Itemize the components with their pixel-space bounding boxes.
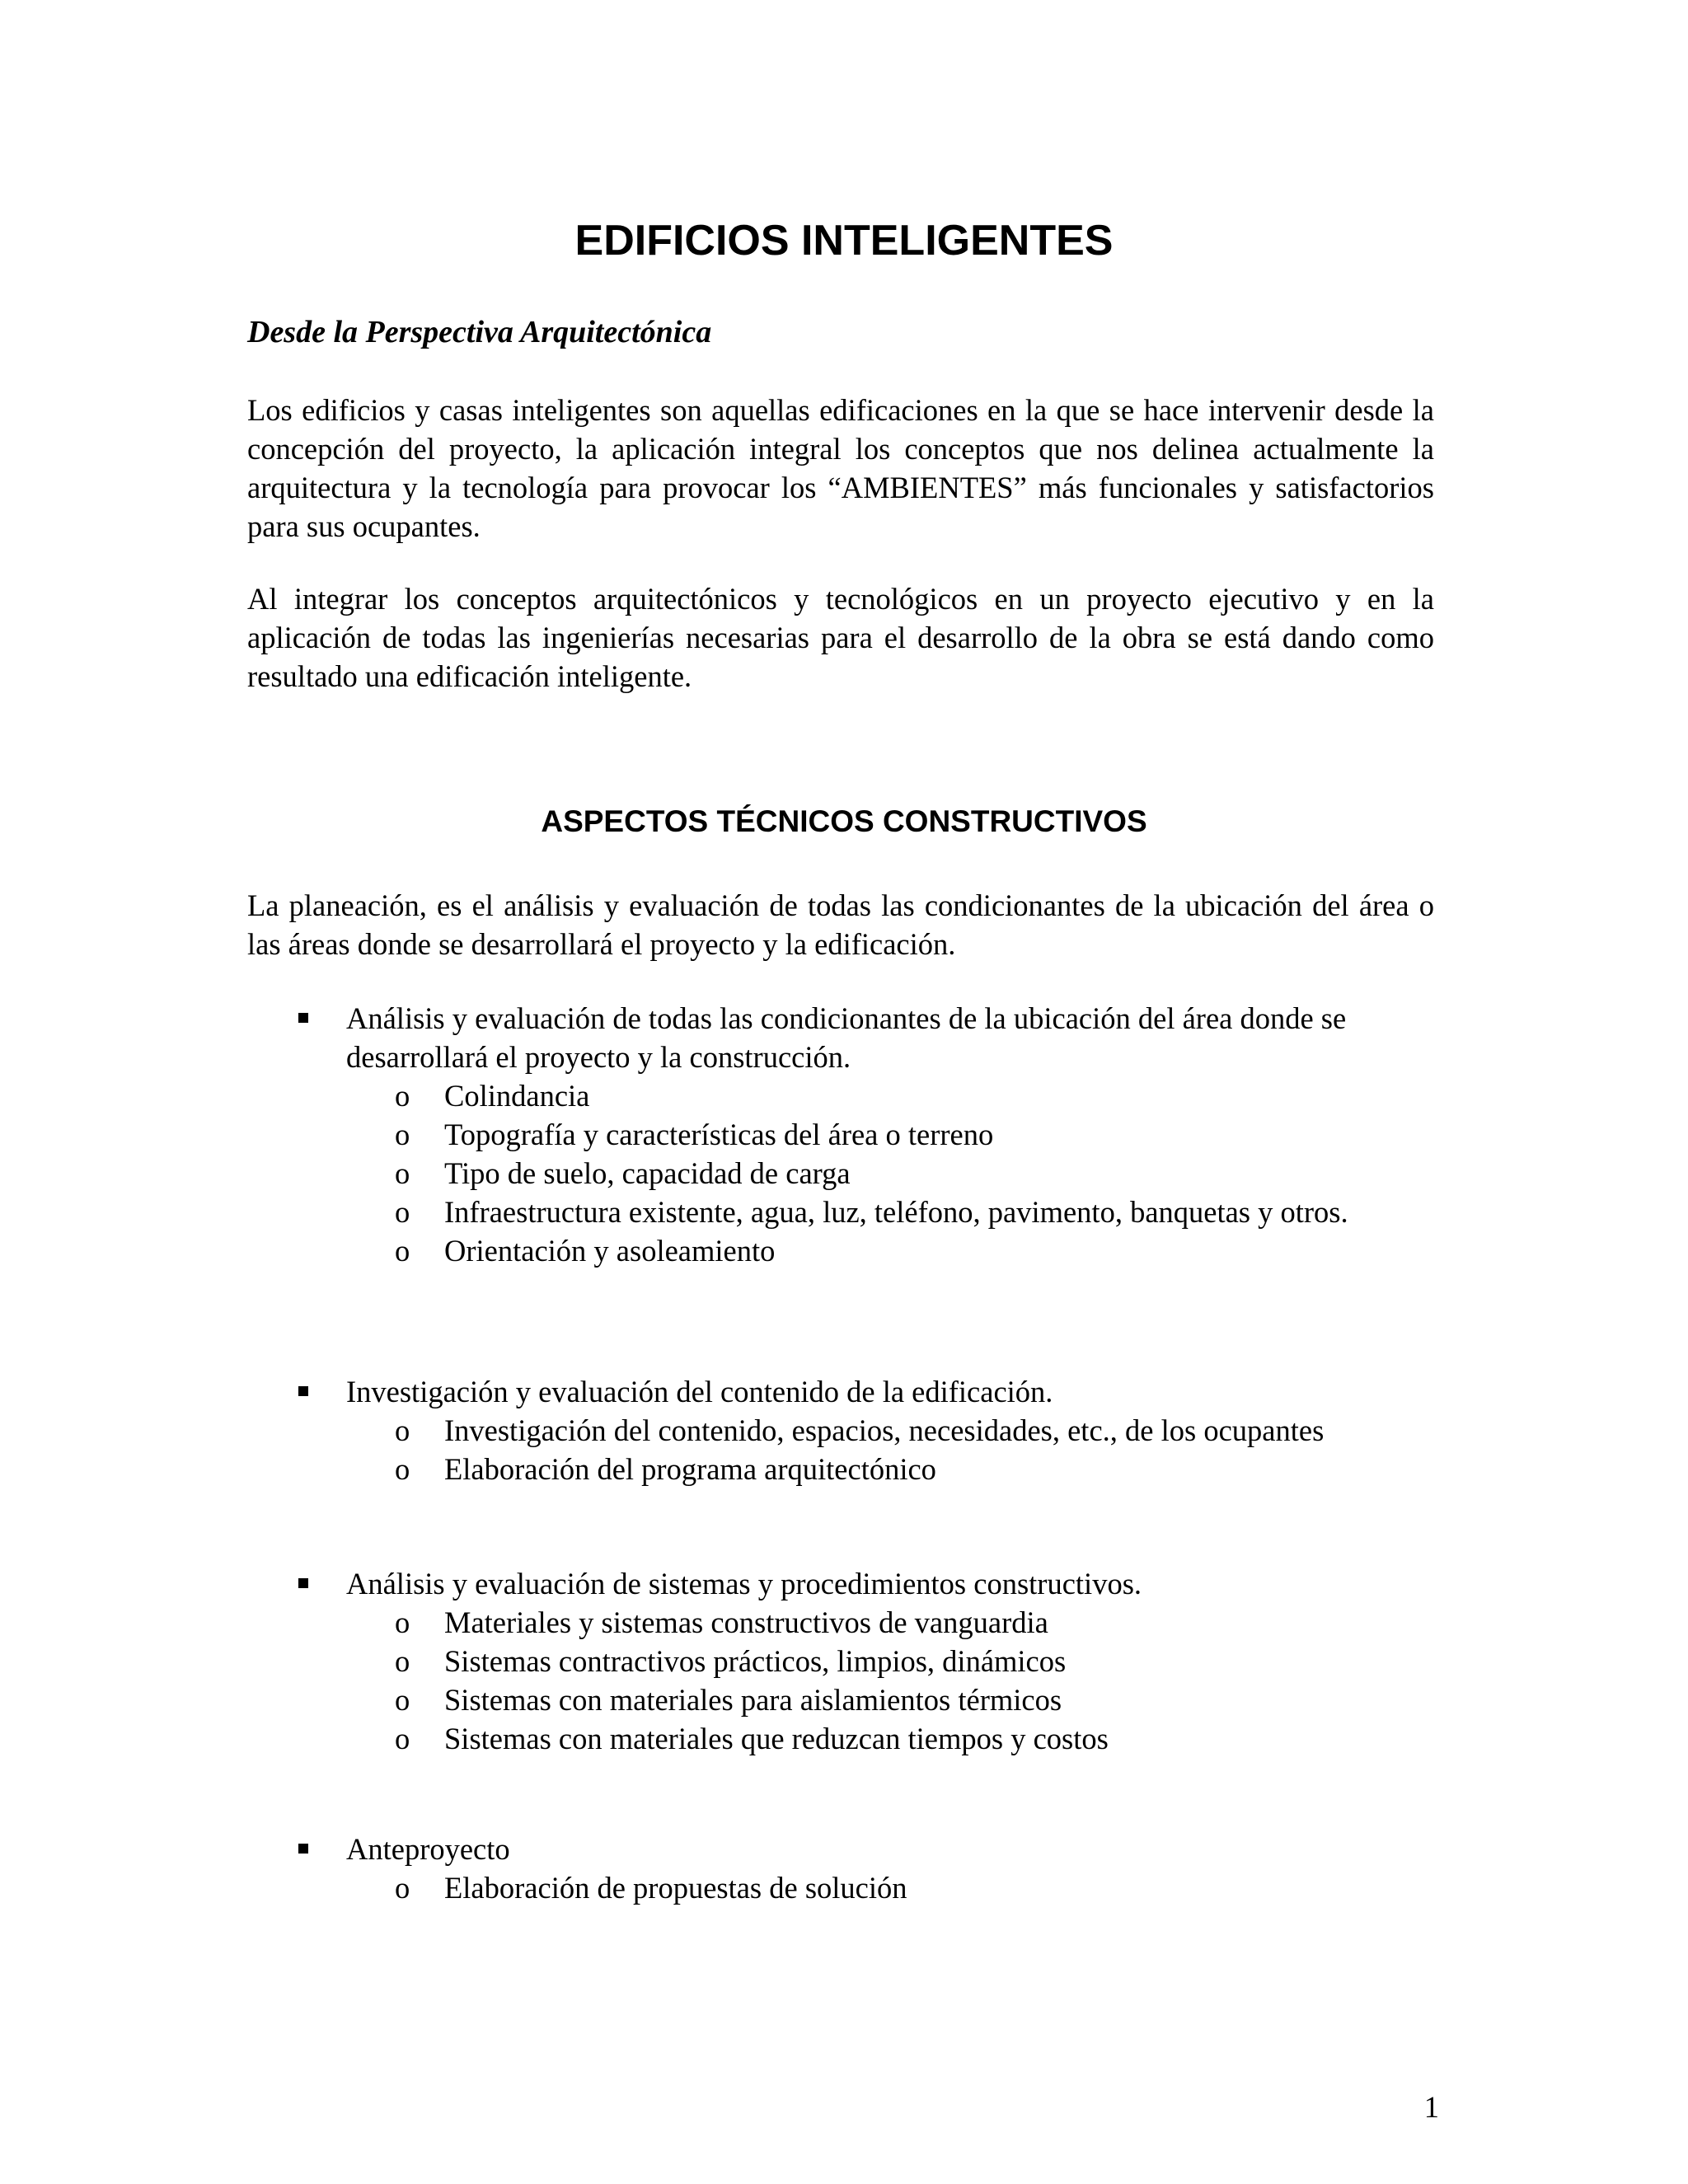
sub-list-item bbox=[0, 1193, 1688, 1231]
sub-item-text: Topografía y características del área o terreno bbox=[444, 1118, 994, 1151]
sub-item-text: Tipo de suelo, capacidad de carga bbox=[444, 1156, 851, 1190]
bullet-group-1 bbox=[0, 999, 1688, 1270]
sub-list-item bbox=[0, 1115, 1688, 1154]
sub-list-item bbox=[0, 1231, 1688, 1270]
bullet-text: Investigación y evaluación del contenido de la edificación. bbox=[346, 1375, 1053, 1408]
sub-list-item bbox=[0, 1680, 1688, 1719]
circle-marker-icon: o bbox=[395, 1234, 410, 1268]
sub-list-item bbox=[0, 1603, 1688, 1642]
circle-marker-icon: o bbox=[395, 1156, 410, 1190]
circle-marker-icon: o bbox=[395, 1413, 410, 1447]
circle-marker-icon: o bbox=[395, 1118, 410, 1151]
sub-item-text: Infraestructura existente, agua, luz, teléfono, pavimento, banquetas y otros. bbox=[444, 1195, 1348, 1229]
section-heading: ASPECTOS TÉCNICOS CONSTRUCTIVOS bbox=[541, 804, 1147, 838]
sub-item-text: Sistemas con materiales que reduzcan tiempos y costos bbox=[444, 1722, 1109, 1755]
square-bullet-icon bbox=[298, 1844, 308, 1854]
sub-list-item bbox=[0, 1450, 1688, 1488]
sub-list-item bbox=[0, 1642, 1688, 1680]
square-bullet-icon bbox=[298, 1013, 308, 1023]
circle-marker-icon: o bbox=[395, 1871, 410, 1905]
bullet-item bbox=[0, 1830, 1688, 1868]
square-bullet-icon bbox=[298, 1578, 308, 1588]
bullet-group-2 bbox=[0, 1372, 1688, 1488]
sub-item-text: Elaboración del programa arquitectónico bbox=[444, 1452, 936, 1486]
bullet-text: Análisis y evaluación de todas las condicionantes de la ubicación del área donde se desarrollará el proyecto y la construcción. bbox=[346, 1001, 1347, 1074]
sub-list-item bbox=[0, 1076, 1688, 1115]
sub-item-text: Sistemas contractivos prácticos, limpios, dinámicos bbox=[444, 1644, 1067, 1678]
sub-list-item bbox=[0, 1868, 1688, 1907]
bullet-text: Análisis y evaluación de sistemas y procedimientos constructivos. bbox=[346, 1567, 1142, 1601]
bullet-item bbox=[0, 999, 1688, 1076]
circle-marker-icon: o bbox=[395, 1683, 410, 1717]
sub-list-item bbox=[0, 1719, 1688, 1758]
section-intro-paragraph: La planeación, es el análisis y evaluación de todas las condicionantes de la ubicación del área o las áreas donde se desarrollará el proyecto y la edificación. bbox=[247, 888, 1434, 961]
subtitle: Desde la Perspectiva Arquitectónica bbox=[247, 315, 712, 349]
sub-item-text: Elaboración de propuestas de solución bbox=[444, 1871, 907, 1905]
circle-marker-icon: o bbox=[395, 1605, 410, 1639]
sub-item-text: Colindancia bbox=[444, 1079, 590, 1113]
intro-paragraph-2: Al integrar los conceptos arquitectónicos y tecnológicos en un proyecto ejecutivo y en la aplicación de todas las ingenierías necesarias para el desarrollo de la obra se está dando como resultado una edificación inteligente. bbox=[247, 582, 1434, 693]
bullet-group-3 bbox=[0, 1564, 1688, 1758]
bullet-item bbox=[0, 1564, 1688, 1603]
circle-marker-icon: o bbox=[395, 1195, 410, 1229]
circle-marker-icon: o bbox=[395, 1452, 410, 1486]
sub-list-item bbox=[0, 1411, 1688, 1450]
sub-item-text: Materiales y sistemas constructivos de vanguardia bbox=[444, 1605, 1048, 1639]
circle-marker-icon: o bbox=[395, 1722, 410, 1755]
square-bullet-icon bbox=[298, 1386, 308, 1396]
intro-paragraph-1: Los edificios y casas inteligentes son aquellas edificaciones en la que se hace intervenir desde la concepción del proyecto, la aplicación integral los conceptos que nos delinea actualmente la arquitectura y la tecnología para provocar los “AMBIENTES” más funcionales y satisfactorios para sus ocupantes. bbox=[247, 393, 1434, 543]
bullet-group-4 bbox=[0, 1830, 1688, 1907]
circle-marker-icon: o bbox=[395, 1079, 410, 1113]
page-number: 1 bbox=[1423, 2090, 1439, 2124]
sub-item-text: Orientación y asoleamiento bbox=[444, 1234, 776, 1268]
sub-item-text: Sistemas con materiales para aislamientos térmicos bbox=[444, 1683, 1062, 1717]
page-title: EDIFICIOS INTELIGENTES bbox=[574, 217, 1114, 265]
circle-marker-icon: o bbox=[395, 1644, 410, 1678]
sub-list-item bbox=[0, 1154, 1688, 1193]
bullet-text: Anteproyecto bbox=[346, 1832, 510, 1866]
sub-item-text: Investigación del contenido, espacios, necesidades, etc., de los ocupantes bbox=[444, 1413, 1325, 1447]
bullet-item bbox=[0, 1372, 1688, 1411]
